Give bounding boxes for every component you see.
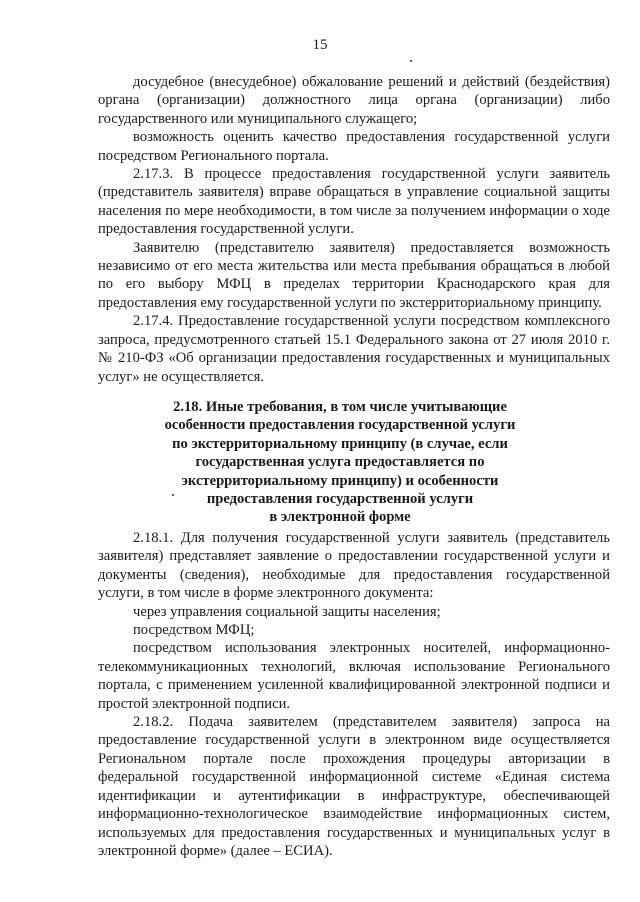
paragraph-2-17-3: 2.17.3. В процессе предоставления государственной услуги заявитель (представитель заявителя) вправе обращаться в управление социальной защиты населения по мере необходимости, в том числе за получением информации о ходе предоставления государственной услуги. [98, 166, 610, 238]
heading-line: 2.18. Иные требования, в том числе учитывающие [173, 399, 507, 415]
section-2-18-text [98, 529, 610, 860]
heading-line: по экстерриториальному принципу (в случае, если [172, 435, 508, 452]
heading-line: государственная услуга предоставляется по [195, 454, 485, 471]
heading-line: в электронной форме [269, 509, 411, 526]
page-number: 15 [312, 37, 328, 53]
list-item-social-protection: через управления социальной защиты населения; [133, 603, 441, 620]
paragraph-quality-rating: возможность оценить качество предоставления государственной услуги посредством Регионального портала. [98, 129, 610, 164]
paragraph-2-17-4: 2.17.4. Предоставление государственной услуги посредством комплексного запроса, предусмотренного статьей 15.1 Федерального закона от 27 июля 2010 г. № 210-ФЗ «Об организации предоставления государственных и муниципальных услуг» не осуществляется. [98, 313, 610, 385]
section-2-18-heading [120, 398, 560, 527]
list-item-mfc: посредством МФЦ; [133, 622, 255, 639]
scan-speck [172, 494, 174, 496]
paragraph-2-18-2: 2.18.2. Подача заявителем (представителем заявителя) запроса на предоставление государственной услуги в электронном виде осуществляется Региональном портале после прохождения процедуры авторизации в федеральной государственной информационной системе «Единая система идентификации и аутентификации в инфраструктуре, обеспечивающей информационно-технологическое взаимодействие информационных систем, используемых для предоставления государственных и муниципальных услуг в электронной форме» (далее – ЕСИА). [98, 714, 610, 859]
scan-speck [410, 60, 412, 62]
paragraph-extraterritorial: Заявителю (представителю заявителя) предоставляется возможность независимо от его места жительства или места пребывания обращаться в любой по его выбору МФЦ в пределах территории Краснодарского края для предоставления ему государственной услуги по экстерриториальному принципу. [98, 239, 610, 311]
list-item-electronic: посредством использования электронных носителей, информационно-телекоммуникационных технологий, включая использование Регионального портала, с применением усиленной квалифицированной электронной подписи и простой электронной подписи. [98, 640, 610, 712]
paragraph-pretrial-appeal: досудебное (внесудебное) обжалование решений и действий (бездействия) органа (организации) должностного лица органа (организации) либо государственного или муниципального служащего; [98, 74, 610, 127]
paragraph-2-18-1: 2.18.1. Для получения государственной услуги заявитель (представитель заявителя) представляет заявление о предоставлении государственной услуги и документы (сведения), необходимые для предоставления государственной услуги, в том числе в форме электронного документа: [98, 530, 610, 602]
section-2-17-text [98, 73, 610, 386]
heading-line: экстерриториальному принципу) и особенности [181, 472, 499, 489]
heading-line: предоставления государственной услуги [206, 491, 474, 508]
heading-line: особенности предоставления государственной услуги [164, 417, 516, 434]
